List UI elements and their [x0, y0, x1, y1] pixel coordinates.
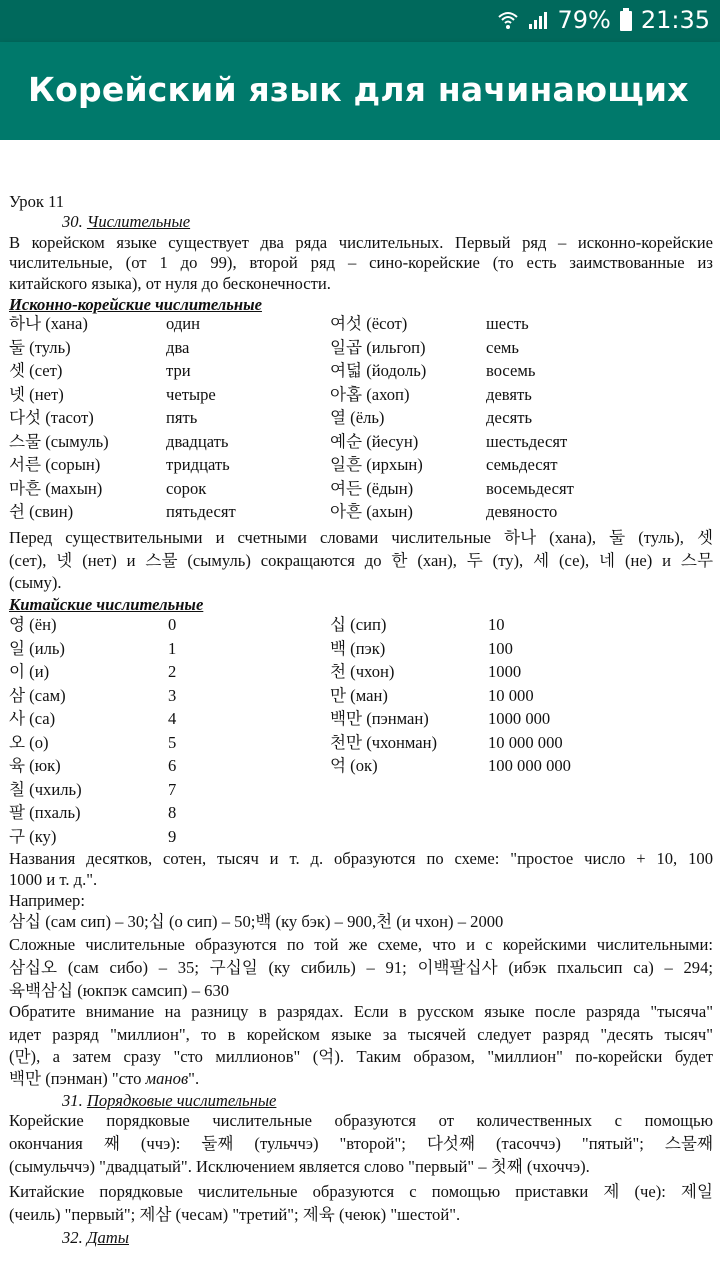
numeral-translation: тридцать	[166, 455, 230, 474]
numeral-translation: семьдесят	[486, 455, 558, 474]
wifi-icon	[497, 9, 519, 31]
numeral-korean: 일 (иль)	[9, 638, 65, 658]
app-title: Корейский язык для начинающих	[28, 70, 689, 109]
lesson-label: Урок 11	[9, 192, 65, 211]
numeral-value: 7	[168, 779, 177, 799]
numeral-value: 1000	[488, 662, 522, 681]
numeral-value: 0	[168, 615, 177, 634]
numeral-value: 2	[168, 662, 177, 681]
paragraph-line: Сложные числительные образуются по той же схеме, что и с корейскими числительными:	[9, 935, 713, 954]
example-line: 삼십 (сам сип) – 30;십 (о сип) – 50;백 (ку бэк) – 900,천 (и чхон) – 2000	[9, 912, 504, 931]
document-view[interactable]	[0, 140, 720, 1280]
numeral-translation: восемь	[486, 361, 536, 380]
numeral-korean: 일흔 (ирхын)	[330, 455, 423, 474]
paragraph-line: (만), а затем сразу "сто миллионов" (억). Таким образом, "миллион" по-корейски будет	[9, 1047, 713, 1066]
sino-numerals-heading: Китайские числительные	[9, 595, 204, 614]
signal-icon	[527, 9, 549, 31]
numeral-korean: 열 (ёль)	[330, 408, 385, 427]
numeral-korean: 스물 (сымуль)	[9, 431, 109, 451]
numeral-korean: 마흔 (махын)	[9, 478, 103, 498]
paragraph-line: числительные, (от 1 до 99), второй ряд – сино-корейские (то есть заимствованные из	[9, 253, 713, 272]
numeral-value: 9	[168, 826, 177, 846]
status-icons	[497, 6, 710, 34]
numeral-korean: 아흔 (ахын)	[330, 502, 413, 521]
numeral-value: 6	[168, 756, 177, 775]
clock: 21:35	[640, 6, 710, 34]
numeral-translation: пятьдесят	[166, 502, 236, 521]
paragraph-line: Названия десятков, сотен, тысяч и т. д. образуются по схеме: "простое число + 10, 100	[9, 849, 713, 868]
numeral-translation: девять	[486, 384, 532, 404]
numeral-translation: шестьдесят	[486, 431, 568, 451]
battery-icon	[619, 8, 633, 32]
numeral-korean: 구 (ку)	[9, 826, 57, 846]
numeral-korean: 천 (чхон)	[330, 662, 395, 681]
numeral-korean: 백만 (пэнман)	[330, 709, 429, 728]
paragraph-line: (сет), 넷 (нет) и 스물 (сымуль) сокращаются до 한 (хан), 두 (ту), 세 (се), 네 (не) и 스무	[9, 551, 713, 570]
numeral-value: 8	[168, 803, 177, 822]
paragraph-line: 삼십오 (сам сибо) – 35; 구십일 (ку сибиль) – 91; 이백팔십사 (ибэк пхальсип са) – 294;	[9, 958, 713, 977]
numeral-value: 100	[488, 638, 513, 658]
numeral-korean: 다섯 (тасот)	[9, 408, 94, 427]
numeral-value: 10 000 000	[488, 732, 563, 752]
paragraph-line: 1000 и т. д.".	[9, 870, 98, 889]
numeral-translation: двадцать	[166, 431, 229, 451]
numeral-korean: 삼 (сам)	[9, 685, 66, 705]
numeral-translation: сорок	[166, 478, 207, 498]
numeral-korean: 셋 (сет)	[9, 361, 63, 380]
numeral-korean: 영 (ён)	[9, 615, 57, 634]
numeral-korean: 예순 (йесун)	[330, 431, 419, 451]
numeral-korean: 일곱 (ильгоп)	[330, 337, 426, 357]
paragraph-line: В корейском языке существует два ряда числительных. Первый ряд – исконно-корейские	[9, 233, 713, 252]
numeral-korean: 아홉 (ахоп)	[330, 384, 410, 404]
numeral-korean: 육 (юк)	[9, 756, 61, 775]
numeral-translation: пять	[166, 408, 198, 427]
numeral-korean: 백 (пэк)	[330, 638, 386, 658]
numeral-korean: 십 (сип)	[330, 615, 387, 634]
example-label: Например:	[9, 891, 85, 910]
paragraph-line: (сыму).	[9, 573, 62, 592]
numeral-korean: 억 (ок)	[330, 756, 378, 775]
numeral-korean: 쉰 (свин)	[9, 502, 74, 521]
numeral-korean: 여든 (ёдын)	[330, 478, 414, 498]
numeral-korean: 여섯 (ёсот)	[330, 314, 408, 333]
numeral-translation: десять	[486, 408, 533, 427]
numeral-korean: 오 (о)	[9, 732, 49, 752]
status-bar	[0, 0, 720, 42]
paragraph-line: (чеиль) "первый"; 제삼 (чесам) "третий"; 제육 (чеюк) "шестой".	[9, 1205, 461, 1224]
paragraph-line: Китайские порядковые числительные образуются с помощью приставки 제 (че): 제일	[9, 1182, 713, 1201]
numeral-korean: 만 (ман)	[330, 685, 388, 705]
numeral-translation: один	[166, 314, 201, 333]
numeral-korean: 이 (и)	[9, 662, 50, 681]
section-31-heading: 31. Порядковые числительные	[62, 1091, 277, 1110]
numeral-korean: 천만 (чхонман)	[330, 732, 438, 752]
numeral-value: 1	[168, 638, 177, 658]
section-32-heading: 32. Даты	[62, 1228, 129, 1247]
app-bar	[0, 42, 720, 140]
paragraph-line: идет разряд "миллион", то в корейском языке за тысячей следует разряд "десять тысяч"	[9, 1025, 713, 1044]
numeral-translation: девяносто	[486, 502, 558, 521]
paragraph-line: окончания 째 (ччэ): 둘째 (тульччэ) "второй"; 다섯째 (тасоччэ) "пятый"; 스물째	[9, 1134, 713, 1153]
numeral-translation: восемьдесят	[486, 478, 574, 498]
numeral-korean: 서른 (сорын)	[9, 455, 101, 474]
numeral-korean: 하나 (хана)	[9, 314, 88, 333]
numeral-value: 3	[168, 685, 177, 705]
numeral-value: 5	[168, 732, 177, 752]
numeral-translation: три	[166, 361, 191, 380]
section-30-heading: 30. Числительные	[62, 212, 191, 231]
numeral-korean: 팔 (пхаль)	[9, 803, 81, 822]
battery-percent: 79%	[557, 6, 611, 34]
numeral-value: 10 000	[488, 685, 534, 705]
numeral-translation: семь	[486, 337, 520, 357]
paragraph-line: 백만 (пэнман) "сто манов".	[9, 1069, 200, 1088]
native-numerals-heading: Исконно-корейские числительные	[9, 295, 262, 314]
paragraph-line: (сымульччэ) "двадцатый". Исключением является слово "первый" – 첫째 (чхоччэ).	[9, 1157, 590, 1176]
numeral-korean: 여덟 (йодоль)	[330, 361, 427, 380]
numeral-translation: два	[166, 337, 190, 357]
numeral-korean: 둘 (туль)	[9, 337, 71, 357]
numeral-korean: 넷 (нет)	[9, 384, 64, 404]
numeral-value: 4	[168, 709, 177, 728]
paragraph-line: Обратите внимание на разницу в разрядах. Если в русском языке после разряда "тысяча"	[9, 1002, 713, 1021]
numeral-value: 1000 000	[488, 709, 551, 728]
numeral-translation: четыре	[166, 384, 216, 404]
paragraph-line: Корейские порядковые числительные образуются от количественных с помощью	[9, 1111, 713, 1130]
numeral-korean: 사 (са)	[9, 709, 56, 728]
paragraph-line: 육백삼십 (юкпэк самсип) – 630	[9, 981, 230, 1000]
numeral-value: 100 000 000	[488, 756, 571, 775]
numeral-translation: шесть	[486, 314, 529, 333]
paragraph-line: китайского языка), от нуля до бесконечности.	[9, 274, 331, 293]
numeral-korean: 칠 (чхиль)	[9, 779, 82, 799]
paragraph-line: Перед существительными и счетными словами числительные 하나 (хана), 둘 (туль), 셋	[9, 528, 713, 547]
numeral-value: 10	[488, 615, 505, 634]
